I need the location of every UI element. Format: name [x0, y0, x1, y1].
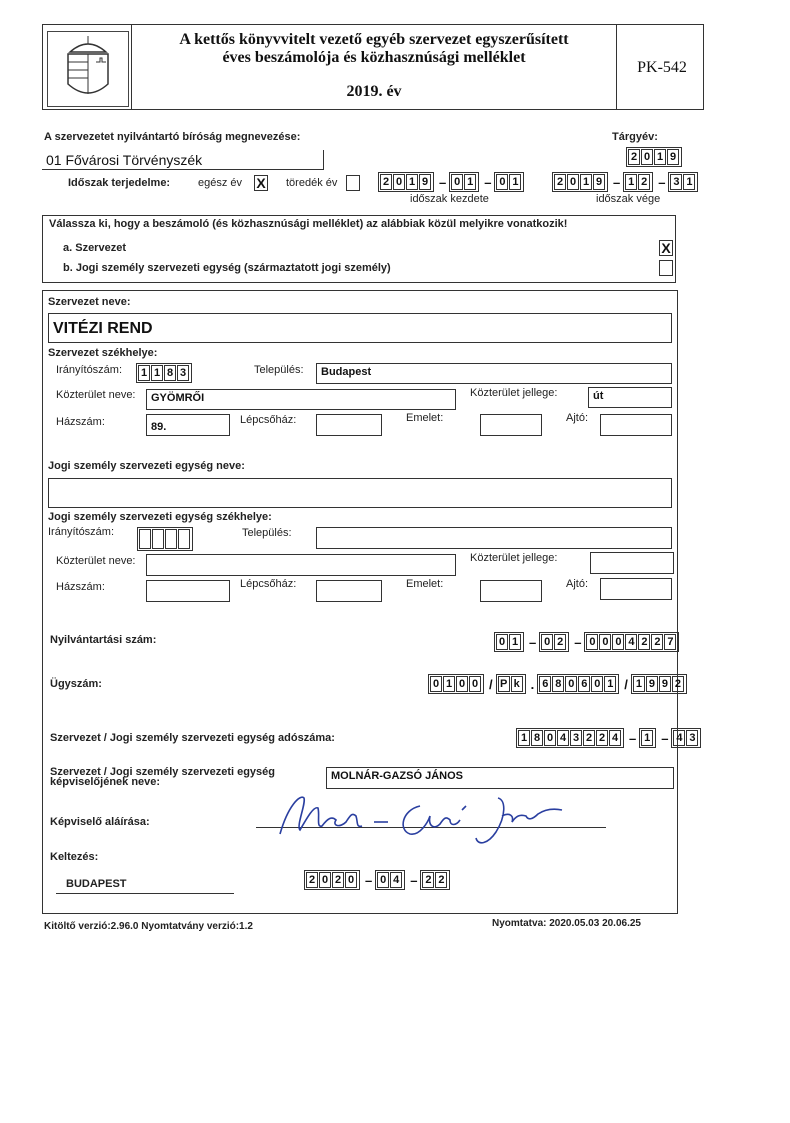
digit-cell[interactable]: 0 — [456, 676, 468, 692]
digit-cell[interactable]: 9 — [646, 676, 658, 692]
digit-cell[interactable]: 2 — [596, 730, 608, 746]
digit-cell[interactable]: 1 — [509, 634, 521, 650]
digit-cell[interactable]: 0 — [319, 872, 331, 888]
digit-cell[interactable]: 2 — [554, 634, 566, 650]
digit-cell[interactable]: 1 — [580, 174, 592, 190]
digit-cell[interactable]: 0 — [345, 872, 357, 888]
org-stair-field[interactable] — [316, 414, 382, 436]
digit-cell[interactable]: 8 — [164, 365, 176, 381]
digit-cell[interactable]: 1 — [518, 730, 530, 746]
digit-cell[interactable]: 2 — [628, 149, 640, 165]
digit-cell[interactable]: 4 — [673, 730, 685, 746]
digit-group[interactable] — [552, 172, 608, 192]
year-label: Tárgyév: — [612, 131, 658, 143]
form-title-line2: éves beszámolója és közhasznúsági melléklet — [222, 49, 526, 66]
digit-cell[interactable]: 1 — [654, 149, 666, 165]
digit-cell[interactable]: 3 — [686, 730, 698, 746]
unit-name-label: Jogi személy szervezeti egység neve: — [48, 460, 245, 472]
org-door-field[interactable] — [600, 414, 672, 436]
digit-group[interactable] — [304, 870, 360, 890]
digit-cell[interactable]: 1 — [406, 174, 418, 190]
digit-group[interactable] — [378, 172, 434, 192]
period-end-date[interactable] — [552, 173, 700, 191]
separator: – — [629, 730, 637, 746]
unit-street-field[interactable] — [146, 554, 456, 576]
period-start-label: időszak kezdete — [410, 193, 489, 205]
digit-cell[interactable]: 0 — [591, 676, 603, 692]
header-box — [42, 24, 704, 110]
separator: / — [624, 676, 628, 692]
org-street-label: Közterület neve: — [56, 389, 136, 401]
digit-cell[interactable]: 3 — [670, 174, 682, 190]
scope-option-b-checkbox[interactable] — [659, 260, 673, 276]
unit-zip-digits[interactable] — [137, 530, 195, 548]
digit-group[interactable] — [494, 632, 524, 652]
digit-cell[interactable]: 9 — [593, 174, 605, 190]
digit-cell[interactable]: 9 — [667, 149, 679, 165]
unit-city-field[interactable] — [316, 527, 672, 549]
digit-group[interactable] — [537, 674, 619, 694]
digit-cell[interactable]: 2 — [422, 872, 434, 888]
digit-group[interactable] — [494, 172, 524, 192]
handwritten-signature — [270, 786, 570, 852]
tax-label: Szervezet / Jogi személy szervezeti egység adószáma: — [50, 732, 335, 744]
digit-group[interactable] — [375, 870, 405, 890]
digit-cell[interactable]: 0 — [496, 174, 508, 190]
unit-street-label: Közterület neve: — [56, 555, 136, 567]
digit-group[interactable] — [668, 172, 698, 192]
separator: – — [574, 634, 582, 650]
digit-group[interactable] — [420, 870, 450, 890]
unit-floor-label: Emelet: — [406, 578, 444, 590]
org-street-field[interactable]: GYÖMRŐI — [146, 389, 456, 410]
digit-group[interactable] — [516, 728, 624, 748]
scope-option-a: a. Szervezet — [63, 242, 126, 254]
org-zip-digits[interactable] — [136, 364, 194, 382]
unit-floor-field[interactable] — [480, 580, 542, 602]
digit-cell[interactable]: 1 — [604, 676, 616, 692]
digit-cell[interactable]: 2 — [638, 634, 650, 650]
org-zip-label: Irányítószám: — [56, 364, 123, 376]
scope-question: Válassza ki, hogy a beszámoló (és közhasznúsági melléklet) az alábbiak közül melyikre vonatkozik! — [49, 218, 568, 230]
signing-date[interactable] — [304, 871, 452, 889]
court-label: A szervezetet nyilvántartó bíróság megnevezése: — [44, 131, 301, 143]
separator: – — [439, 174, 447, 190]
period-start-date[interactable] — [378, 173, 526, 191]
digit-cell[interactable]: 1 — [151, 365, 163, 381]
digit-cell[interactable]: k — [511, 676, 523, 692]
year-digits[interactable] — [626, 148, 684, 166]
digit-cell[interactable]: 4 — [390, 872, 402, 888]
unit-city-label: Település: — [242, 527, 292, 539]
digit-cell[interactable]: 2 — [672, 676, 684, 692]
digit-cell[interactable]: 1 — [509, 174, 521, 190]
digit-cell[interactable]: 0 — [541, 634, 553, 650]
digit-cell[interactable]: 8 — [552, 676, 564, 692]
footer-printed: Nyomtatva: 2020.05.03 20.06.25 — [492, 918, 641, 929]
unit-stair-field[interactable] — [316, 580, 382, 602]
digit-cell[interactable]: 2 — [638, 174, 650, 190]
place-line — [56, 893, 234, 894]
rep-name-label-line2: képviselőjének neve: — [50, 776, 161, 788]
digit-cell[interactable]: 1 — [138, 365, 150, 381]
digit-cell[interactable]: 8 — [531, 730, 543, 746]
digit-cell[interactable]: 4 — [625, 634, 637, 650]
unit-street-type-label: Közterület jellege: — [470, 552, 558, 564]
period-label: Időszak terjedelme: — [68, 177, 171, 189]
digit-cell[interactable]: 6 — [539, 676, 551, 692]
digit-group[interactable] — [631, 674, 687, 694]
digit-cell[interactable]: 4 — [557, 730, 569, 746]
digit-cell[interactable]: 0 — [641, 149, 653, 165]
period-end-label: időszak vége — [596, 193, 661, 205]
digit-cell[interactable]: 1 — [633, 676, 645, 692]
org-house-field[interactable]: 89. — [146, 414, 230, 436]
unit-stair-label: Lépcsőház: — [240, 578, 297, 590]
org-seat-label: Szervezet székhelye: — [48, 347, 158, 359]
digit-cell[interactable]: 6 — [578, 676, 590, 692]
digit-group[interactable] — [428, 674, 484, 694]
digit-group[interactable] — [449, 172, 479, 192]
separator: – — [529, 634, 537, 650]
digit-cell[interactable]: 2 — [583, 730, 595, 746]
unit-door-label: Ajtó: — [566, 578, 589, 590]
digit-cell[interactable]: 1 — [464, 174, 476, 190]
whole-year-label: egész év — [198, 177, 243, 189]
org-door-label: Ajtó: — [566, 412, 589, 424]
fraction-year-label: töredék év — [286, 177, 338, 189]
digit-cell[interactable]: 9 — [659, 676, 671, 692]
unit-door-field[interactable] — [600, 578, 672, 600]
org-street-type-label: Közterület jellege: — [470, 387, 558, 399]
digit-cell[interactable]: 0 — [565, 676, 577, 692]
digit-cell[interactable]: 0 — [612, 634, 624, 650]
footer-version: Kitöltő verzió:2.96.0 Nyomtatvány verzió:1.2 — [44, 921, 253, 932]
digit-group[interactable] — [136, 363, 192, 383]
digit-cell[interactable]: 0 — [496, 634, 508, 650]
digit-group[interactable] — [671, 728, 701, 748]
separator: . — [530, 676, 535, 692]
org-street-type-field[interactable]: út — [588, 387, 672, 408]
digit-cell[interactable]: 2 — [332, 872, 344, 888]
org-stair-label: Lépcsőház: — [240, 414, 297, 426]
digit-cell[interactable]: 4 — [609, 730, 621, 746]
case-number[interactable] — [428, 675, 689, 693]
scope-section — [42, 215, 676, 283]
digit-cell[interactable]: 1 — [625, 174, 637, 190]
date-label: Keltezés: — [50, 851, 99, 863]
digit-cell[interactable]: 2 — [554, 174, 566, 190]
digit-group[interactable] — [539, 632, 569, 652]
digit-cell[interactable]: 0 — [451, 174, 463, 190]
unit-zip-label: Irányítószám: — [48, 526, 115, 538]
digit-cell[interactable]: 7 — [664, 634, 676, 650]
coat-of-arms-logo — [47, 31, 129, 107]
separator: – — [661, 730, 669, 746]
org-floor-label: Emelet: — [406, 412, 444, 424]
digit-cell[interactable]: 0 — [393, 174, 405, 190]
digit-cell[interactable]: 2 — [306, 872, 318, 888]
digit-group[interactable] — [626, 147, 682, 167]
digit-cell[interactable]: 1 — [641, 730, 653, 746]
separator: – — [365, 872, 373, 888]
separator: – — [410, 872, 418, 888]
registry-number[interactable] — [494, 633, 681, 651]
org-city-label: Település: — [254, 364, 304, 376]
org-floor-field[interactable] — [480, 414, 542, 436]
case-label: Ügyszám: — [50, 678, 102, 690]
digit-cell[interactable]: 9 — [419, 174, 431, 190]
scope-option-b: b. Jogi személy szervezeti egység (származtatott jogi személy) — [63, 262, 391, 274]
org-name-field[interactable]: VITÉZI REND — [48, 313, 672, 343]
form-year: 2019. év — [346, 83, 402, 100]
digit-cell[interactable]: 2 — [380, 174, 392, 190]
digit-cell[interactable]: 0 — [377, 872, 389, 888]
tax-number[interactable] — [516, 729, 703, 747]
unit-street-type-field[interactable] — [590, 552, 674, 574]
signature-label: Képviselő aláírása: — [50, 816, 150, 828]
rep-name-field[interactable]: MOLNÁR-GAZSÓ JÁNOS — [326, 767, 674, 789]
digit-cell[interactable]: 0 — [567, 174, 579, 190]
digit-cell[interactable]: 0 — [430, 676, 442, 692]
separator: – — [484, 174, 492, 190]
digit-cell[interactable]: 0 — [544, 730, 556, 746]
org-name-label: Szervezet neve: — [48, 296, 131, 308]
unit-name-field[interactable] — [48, 478, 672, 508]
court-field[interactable]: 01 Fővárosi Törvényszék — [42, 150, 324, 170]
scope-option-a-checkbox[interactable]: X — [659, 240, 673, 256]
separator: / — [489, 676, 493, 692]
unit-house-label: Házszám: — [56, 581, 105, 593]
digit-cell[interactable]: 0 — [599, 634, 611, 650]
fraction-year-checkbox[interactable] — [346, 175, 360, 191]
form-title-line1: A kettős könyvvitelt vezető egyéb szervezet egyszerűsített — [179, 31, 569, 48]
digit-cell[interactable]: 0 — [469, 676, 481, 692]
unit-seat-label: Jogi személy szervezeti egység székhelye: — [48, 511, 272, 523]
digit-cell[interactable]: 2 — [651, 634, 663, 650]
digit-cell[interactable]: 0 — [586, 634, 598, 650]
digit-cell[interactable]: 3 — [177, 365, 189, 381]
separator: – — [658, 174, 666, 190]
org-city-field[interactable]: Budapest — [316, 363, 672, 384]
org-house-label: Házszám: — [56, 416, 105, 428]
digit-cell[interactable]: 1 — [683, 174, 695, 190]
digit-group[interactable] — [639, 728, 656, 748]
registry-label: Nyilvántartási szám: — [50, 634, 157, 646]
digit-cell[interactable]: P — [498, 676, 510, 692]
rep-name-label-line1: Szervezet / Jogi személy szervezeti egység — [50, 766, 276, 778]
form-code: PK-542 — [637, 59, 687, 76]
digit-group[interactable] — [623, 172, 653, 192]
digit-group[interactable] — [584, 632, 679, 652]
digit-cell[interactable]: 1 — [443, 676, 455, 692]
digit-cell[interactable]: 3 — [570, 730, 582, 746]
whole-year-checkbox[interactable]: X — [254, 175, 268, 191]
digit-group[interactable] — [496, 674, 526, 694]
separator: – — [613, 174, 621, 190]
place-value[interactable]: BUDAPEST — [66, 878, 127, 890]
digit-cell[interactable]: 2 — [435, 872, 447, 888]
unit-house-field[interactable] — [146, 580, 230, 602]
